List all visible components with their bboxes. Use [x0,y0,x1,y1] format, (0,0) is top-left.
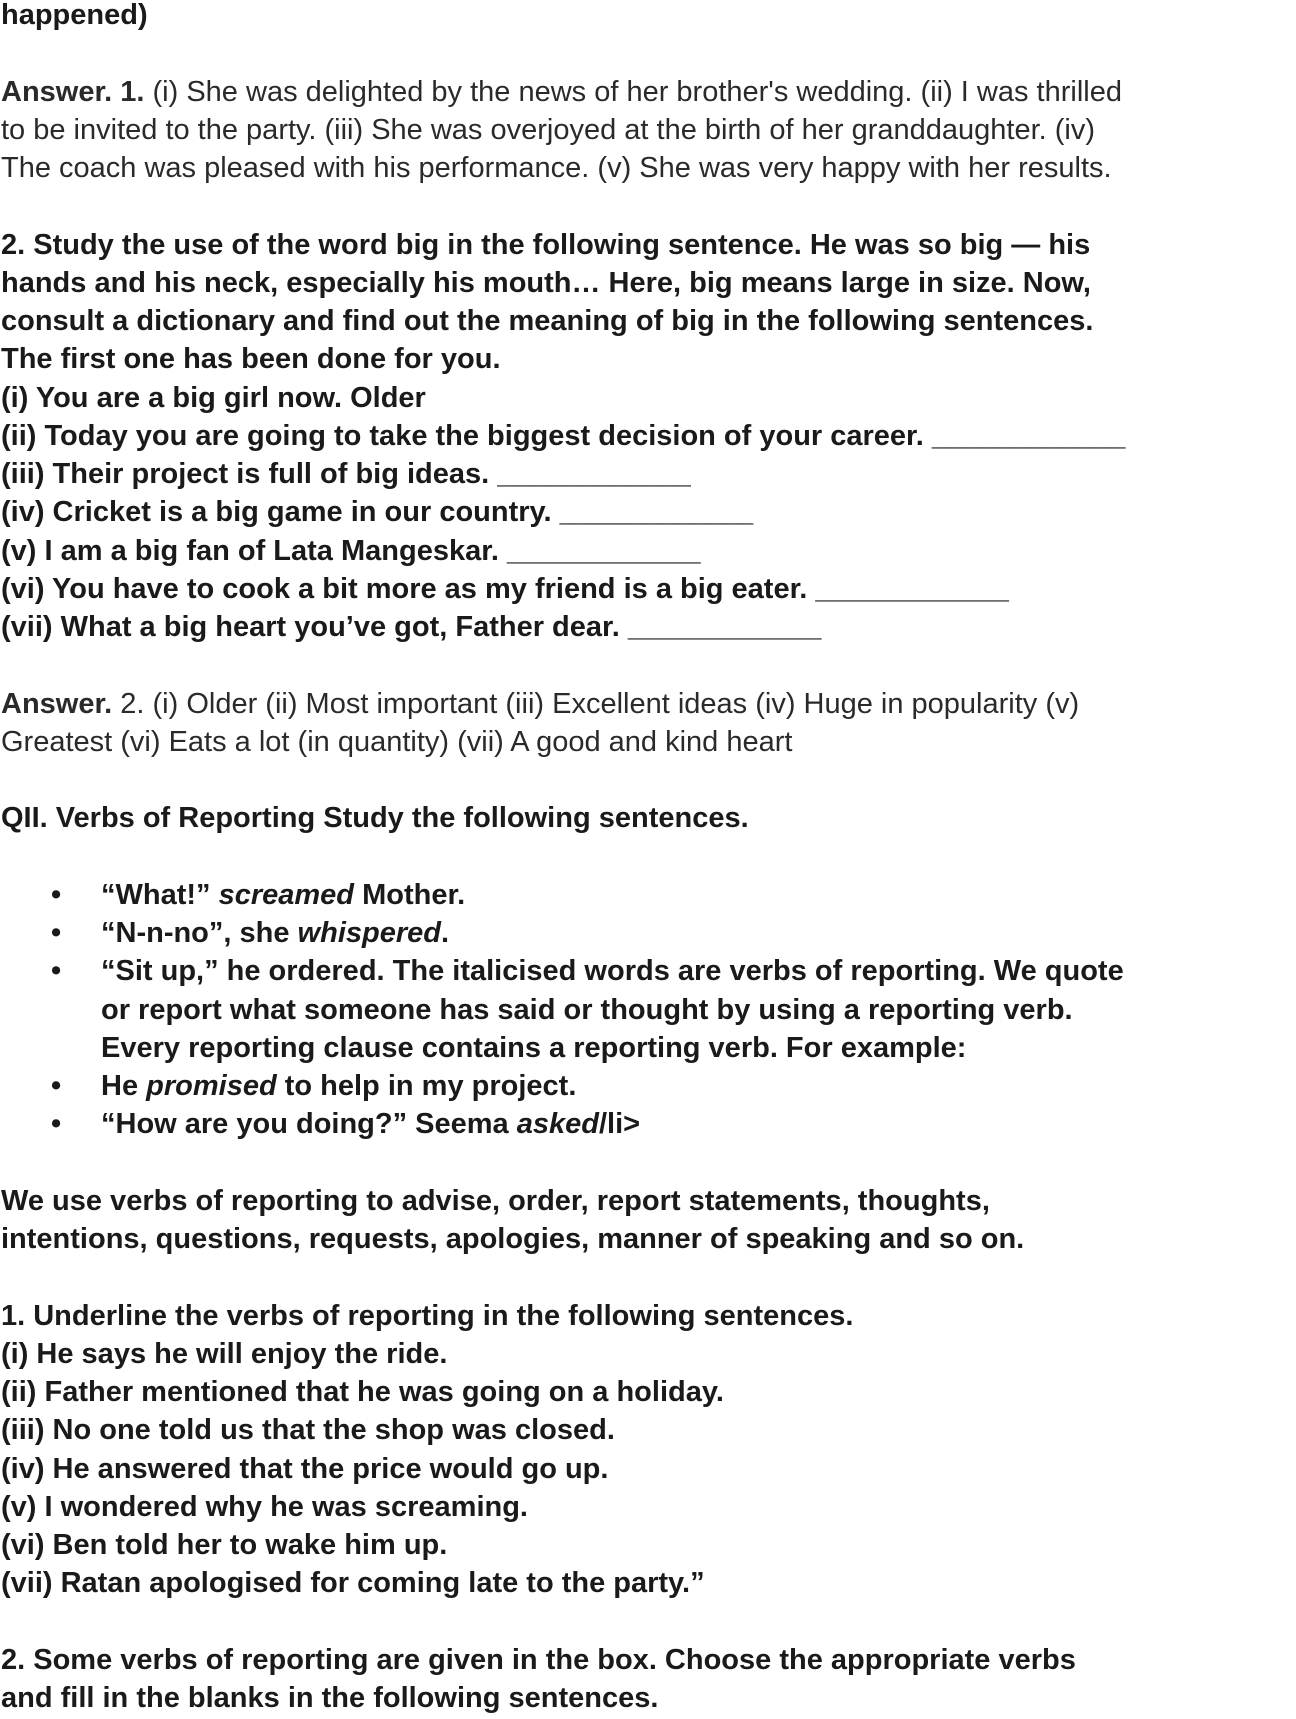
answer2-line [1,685,1125,723]
exercise1-item: (ii) Father mentioned that he was going on a holiday. [1,1376,724,1408]
bullet-continuation: Every reporting clause contains a reporting verb. For example: [101,1031,967,1064]
bullet-text: Mother. [354,878,466,911]
bullet-item [1,952,1125,990]
bullet-text: . [440,917,450,949]
answer-text: 2. (i) Older (ii) Most important (iii) Excellent ideas (iv) Huge in popularity (v) [112,687,1080,720]
question2-line: hands and his neck, especially his mouth… Here, big means large in size. Now, [1,266,1091,299]
bullet-text: “Sit up,” he ordered. The italicised words are verbs of reporting. We quote [101,955,1124,988]
question2-line: 2. Study the use of the word big in the following sentence. He was so big — his [1,228,1091,261]
reporting-verb: promised [146,1070,277,1102]
question2-line: The first one has been done for you. [1,343,501,376]
reporting-verb: asked [516,1108,599,1141]
bullet-item [1,1067,1125,1105]
answer1-line [1,73,1125,111]
bullet-icon: • [51,955,62,988]
bullet-icon: • [51,1070,62,1102]
reporting-verb: screamed [218,878,355,911]
answer1-line: to be invited to the party. (iii) She was overjoyed at the birth of her granddaughter. (iv) [1,113,1095,146]
exercise1-item: (v) I wondered why he was screaming. [1,1490,528,1523]
exercise1-item: (vii) Ratan apologised for coming late to the party.” [1,1567,705,1600]
bullet-icon: • [51,878,62,911]
exercise1-heading: 1. Underline the verbs of reporting in the following sentences. [1,1299,854,1332]
question2-item: (vi) You have to cook a bit more as my friend is a big eater. ____________ [1,572,1009,605]
answer1-line: The coach was pleased with his performance. (v) She was very happy with her results. [1,152,1112,184]
bullet-text: /li> [598,1108,641,1141]
exercise1-item: (i) He says he will enjoy the ride. [1,1337,448,1370]
exercise1-item: (iv) He answered that the price would go up. [1,1452,609,1485]
bullet-text: He [101,1070,147,1102]
answer-label: Answer. [1,687,113,720]
exercise2-heading: and fill in the blanks in the following sentences. [1,1682,659,1714]
question2-item: (iii) Their project is full of big ideas. ____________ [1,458,691,490]
question2-item: (v) I am a big fan of Lata Mangeskar. ____________ [1,534,701,567]
top-fragment: happened) [1,0,148,31]
exercise1-item: (vi) Ben told her to wake him up. [1,1529,448,1561]
bullet-icon: • [51,1108,62,1141]
question2-item: (vii) What a big heart you’ve got, Father dear. ____________ [1,611,822,643]
bullet-continuation: or report what someone has said or thought by using a reporting verb. [101,993,1073,1026]
usage-line: We use verbs of reporting to advise, order, report statements, thoughts, [1,1184,990,1217]
exercise2-heading: 2. Some verbs of reporting are given in the box. Choose the appropriate verbs [1,1643,1076,1676]
reporting-verb: whispered [297,917,441,949]
question2-item: (iv) Cricket is a big game in our country. ____________ [1,496,754,529]
bullet-item [1,876,1125,914]
qii-heading: QII. Verbs of Reporting Study the following sentences. [1,802,749,835]
document-page [1,0,1125,1717]
bullet-text: “How are you doing?” Seema [101,1108,517,1141]
bullet-text: “What!” [101,878,219,911]
question2-item: (ii) Today you are going to take the biggest decision of your career. ____________ [1,419,1126,452]
bullet-text: to help in my project. [276,1070,577,1102]
question2-item: (i) You are a big girl now. Older [1,381,426,414]
exercise1-item: (iii) No one told us that the shop was closed. [1,1414,615,1447]
usage-line: intentions, questions, requests, apologies, manner of speaking and so on. [1,1223,1025,1255]
bullet-text: “N-n-no”, she [101,917,298,949]
answer-text: (i) She was delighted by the news of her brother's wedding. (ii) I was thrilled [144,75,1122,108]
bullet-item [1,914,1125,952]
bullet-icon: • [51,917,62,949]
question2-line: consult a dictionary and find out the meaning of big in the following sentences. [1,305,1094,337]
answer2-line: Greatest (vi) Eats a lot (in quantity) (vii) A good and kind heart [1,725,793,758]
answer-label: Answer. 1. [1,75,145,108]
bullet-item [1,1105,1125,1143]
